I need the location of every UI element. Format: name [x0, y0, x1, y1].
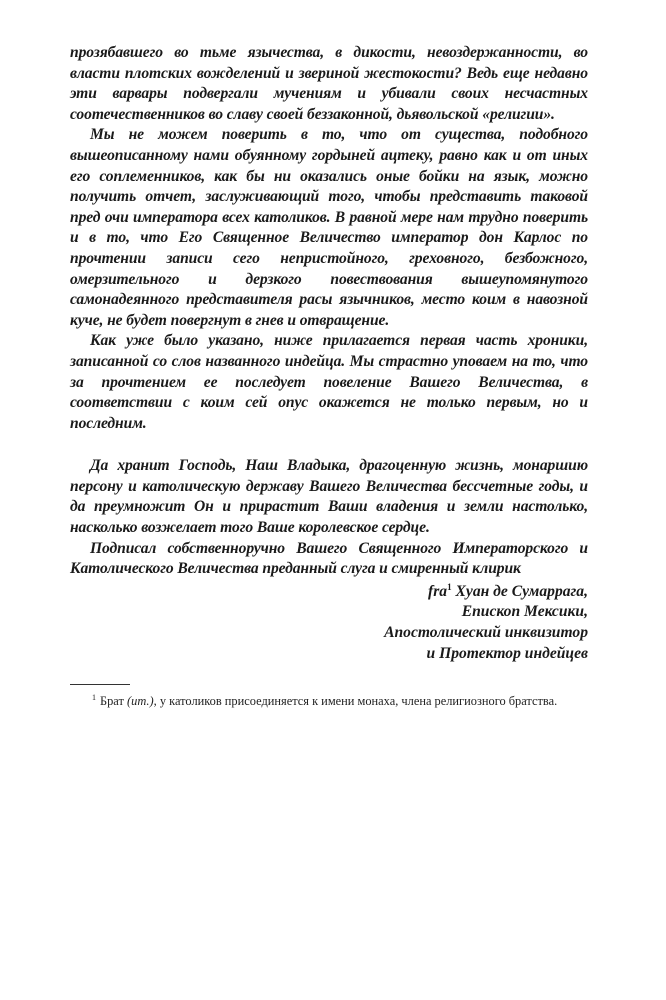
signer-name: Хуан де Сумаррага,: [455, 582, 588, 600]
paragraph-3: Как уже было указано, ниже прилагается первая часть хроники, записанной со слов названного индейца. Мы страстно уповаем на то, что за прочтением ее последует повеление Вашего Величества, в соответствии с коим сей опус окажется не только первым, но и последним.: [70, 332, 588, 432]
paragraph-1: прозябавшего во тьме язычества, в дикости, невоздержанности, во власти плотских вожделений и звериной жестокости? Ведь еще недавно эти варвары подвергали мучениям и убивали своих несчастных соотечественников во славу своей беззаконной, дьявольской «религии».: [70, 44, 588, 123]
footnote-abbr: (ит.): [127, 694, 154, 709]
signer-title-1: Епископ Мексики,: [461, 603, 588, 621]
closing-paragraph-1: Да хранит Господь, Наш Владыка, драгоценную жизнь, монаршию персону и католическую державу Вашего Величества бессчетные годы, и да преумножит Он и прирастит Ваши владения и земли настолько, насколько возжелает того Ваше королевское сердце.: [70, 457, 588, 537]
title-prefix: fra: [428, 582, 448, 600]
footnote-divider: [70, 684, 130, 685]
paragraph-2: Мы не можем поверить в то, что от существа, подобного вышеописанному нами обуянному гордыней ацтеку, равно как и от иных его соплеменников, как бы ни оказались оные бойки на язык, можно получить отчет, заслуживающий того, чтобы представить таковой пред очи императора всех католиков. В равной мере нам трудно поверить и в то, что Его Священное Величество император дон Карлос по прочтении записи сего непристойного, греховного, безбожного, омерзительного и дерзкого повествования вышеупомянутого самонадеянного представителя расы язычников, место коим в навозной куче, не будет повергнут в гнев и отвращение.: [70, 126, 588, 329]
footnote-text: , у католиков присоединяется к имени монаха, члена религиозного братства.: [153, 694, 558, 709]
signer-title-2: Апостолический инквизитор: [384, 624, 588, 642]
signature-name-line: [70, 582, 588, 603]
footnote-1: [70, 693, 588, 709]
section-spacer: [70, 434, 588, 456]
footnote-mark: 1: [92, 693, 96, 703]
footnote-lead: Брат: [100, 694, 124, 709]
signer-title-3: и Протектор индейцев: [426, 644, 588, 662]
signature-block: [70, 582, 588, 664]
closing-paragraph-2: Подписал собственноручно Вашего Священного Императорского и Католического Величества преданный слуга и смиренный клирик: [70, 539, 588, 578]
footnote-ref[interactable]: 1: [447, 581, 452, 592]
document-page: [70, 43, 588, 709]
letter-body: [70, 43, 588, 580]
